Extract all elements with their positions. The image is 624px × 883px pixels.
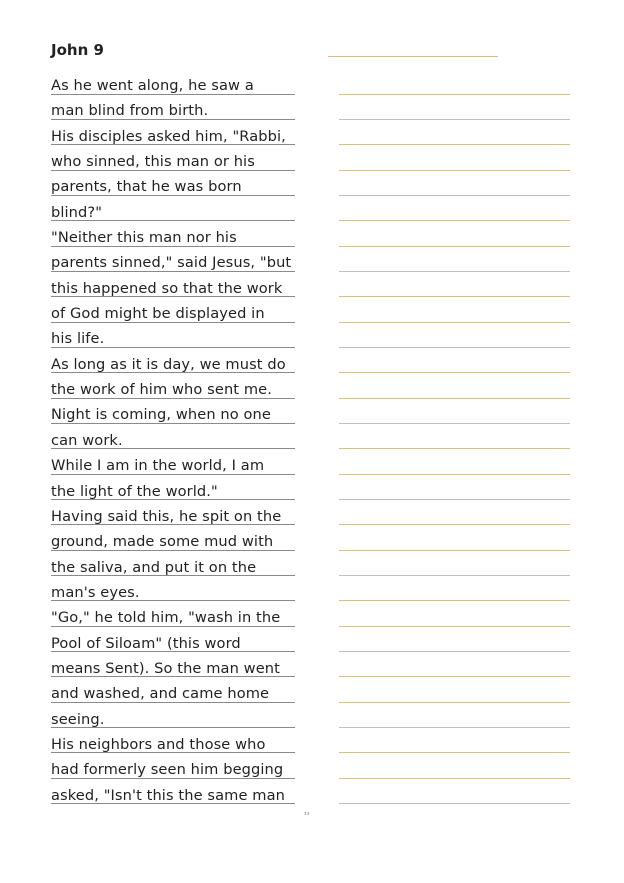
verse-underline xyxy=(51,524,295,525)
verse-line xyxy=(0,784,310,809)
copy-writing-line[interactable] xyxy=(339,150,570,175)
verse-line xyxy=(0,378,310,403)
verse-line xyxy=(0,302,310,327)
verse-text: seeing. xyxy=(51,710,105,728)
verse-underline xyxy=(51,94,295,95)
verse-line xyxy=(0,74,310,99)
copy-writing-line[interactable] xyxy=(339,733,570,758)
verse-text: man's eyes. xyxy=(51,583,140,601)
copy-writing-line[interactable] xyxy=(339,530,570,555)
header-writing-line xyxy=(328,56,498,57)
copy-writing-line[interactable] xyxy=(339,353,570,378)
verse-underline xyxy=(51,398,295,399)
verse-underline xyxy=(51,727,295,728)
verse-line xyxy=(0,581,310,606)
copy-writing-line[interactable] xyxy=(339,708,570,733)
verse-text: the saliva, and put it on the xyxy=(51,558,257,576)
writing-rule xyxy=(339,94,570,95)
verse-underline xyxy=(51,322,295,323)
copy-writing-line[interactable] xyxy=(339,74,570,99)
copy-writing-line[interactable] xyxy=(339,581,570,606)
verse-line xyxy=(0,353,310,378)
verse-underline xyxy=(51,626,295,627)
verse-text: had formerly seen him begging xyxy=(51,761,284,779)
verse-underline xyxy=(51,600,295,601)
verse-text: can work. xyxy=(51,431,123,449)
writing-rule xyxy=(339,398,570,399)
writing-rule xyxy=(339,423,570,424)
verse-underline xyxy=(51,550,295,551)
copy-writing-line[interactable] xyxy=(339,226,570,251)
verse-underline xyxy=(51,119,295,120)
verse-underline xyxy=(51,448,295,449)
verse-line xyxy=(0,657,310,682)
verse-text: and washed, and came home xyxy=(51,685,270,703)
verse-underline xyxy=(51,676,295,677)
verse-text: "Neither this man nor his xyxy=(51,229,237,247)
writing-rule xyxy=(339,499,570,500)
writing-rule xyxy=(339,752,570,753)
verse-text: who sinned, this man or his xyxy=(51,153,255,171)
verse-text: As he went along, he saw a xyxy=(51,77,254,94)
copy-writing-line[interactable] xyxy=(339,277,570,302)
writing-rule xyxy=(339,347,570,348)
writing-rule xyxy=(339,144,570,145)
writing-column xyxy=(339,74,570,809)
verse-line xyxy=(0,606,310,631)
verse-line xyxy=(0,505,310,530)
copy-writing-line[interactable] xyxy=(339,784,570,809)
verse-line xyxy=(0,175,310,200)
verse-text: the work of him who sent me. xyxy=(51,381,272,399)
verse-text: blind?" xyxy=(51,203,103,221)
verse-text: ground, made some mud with xyxy=(51,533,274,551)
verse-text: the light of the world." xyxy=(51,482,218,500)
verse-line xyxy=(0,99,310,124)
verse-line xyxy=(0,226,310,251)
verse-underline xyxy=(51,347,295,348)
writing-rule xyxy=(339,626,570,627)
verse-underline xyxy=(51,575,295,576)
verse-line xyxy=(0,530,310,555)
verse-line xyxy=(0,201,310,226)
verse-underline xyxy=(51,144,295,145)
writing-rule xyxy=(339,296,570,297)
writing-rule xyxy=(339,372,570,373)
verse-underline xyxy=(51,372,295,373)
writing-rule xyxy=(339,474,570,475)
verse-line xyxy=(0,454,310,479)
verse-text: his life. xyxy=(51,330,105,348)
writing-rule xyxy=(339,575,570,576)
verse-text: of God might be displayed in xyxy=(51,305,265,323)
copy-writing-line[interactable] xyxy=(339,251,570,276)
verse-line xyxy=(0,277,310,302)
verse-underline xyxy=(51,423,295,424)
page-title: John 9 xyxy=(51,41,104,59)
verse-text: means Sent). So the man went xyxy=(51,659,280,677)
verse-line xyxy=(0,682,310,707)
verse-line xyxy=(0,150,310,175)
verse-text: Night is coming, when no one xyxy=(51,406,271,424)
writing-rule xyxy=(339,803,570,804)
verse-text: man blind from birth. xyxy=(51,102,209,120)
verse-underline xyxy=(51,702,295,703)
verse-underline xyxy=(51,752,295,753)
writing-rule xyxy=(339,676,570,677)
copy-writing-line[interactable] xyxy=(339,99,570,124)
copy-writing-line[interactable] xyxy=(339,657,570,682)
verse-line xyxy=(0,429,310,454)
copy-writing-line[interactable] xyxy=(339,505,570,530)
verse-line xyxy=(0,758,310,783)
copy-writing-line[interactable] xyxy=(339,378,570,403)
verse-text: this happened so that the work xyxy=(51,279,283,297)
writing-rule xyxy=(339,524,570,525)
copy-writing-line[interactable] xyxy=(339,606,570,631)
copy-writing-line[interactable] xyxy=(339,302,570,327)
writing-rule xyxy=(339,119,570,120)
copy-writing-line[interactable] xyxy=(339,632,570,657)
copy-writing-line[interactable] xyxy=(339,556,570,581)
page-number-mark: ¹¹ xyxy=(304,811,310,819)
verse-underline xyxy=(51,778,295,779)
verse-line xyxy=(0,708,310,733)
verse-line xyxy=(0,480,310,505)
writing-rule xyxy=(339,448,570,449)
copy-writing-line[interactable] xyxy=(339,201,570,226)
copy-writing-line[interactable] xyxy=(339,327,570,352)
writing-rule xyxy=(339,195,570,196)
verse-line xyxy=(0,556,310,581)
verse-line xyxy=(0,251,310,276)
verse-underline xyxy=(51,499,295,500)
verse-line xyxy=(0,632,310,657)
verse-underline xyxy=(51,195,295,196)
verse-underline xyxy=(51,296,295,297)
verse-underline xyxy=(51,651,295,652)
verse-underline xyxy=(51,271,295,272)
verse-underline xyxy=(51,474,295,475)
writing-rule xyxy=(339,778,570,779)
verse-underline xyxy=(51,246,295,247)
verse-text: parents sinned," said Jesus, "but xyxy=(51,254,292,272)
verse-line xyxy=(0,403,310,428)
copy-writing-line[interactable] xyxy=(339,175,570,200)
copy-writing-line[interactable] xyxy=(339,480,570,505)
verse-text: asked, "Isn't this the same man xyxy=(51,786,285,804)
writing-rule xyxy=(339,600,570,601)
writing-rule xyxy=(339,170,570,171)
copy-writing-line[interactable] xyxy=(339,454,570,479)
copy-writing-line[interactable] xyxy=(339,125,570,150)
writing-rule xyxy=(339,322,570,323)
verse-text: Pool of Siloam" (this word xyxy=(51,634,241,652)
copy-writing-line[interactable] xyxy=(339,403,570,428)
verse-text: His neighbors and those who xyxy=(51,735,266,753)
copy-writing-line[interactable] xyxy=(339,682,570,707)
writing-rule xyxy=(339,651,570,652)
copy-writing-line[interactable] xyxy=(339,758,570,783)
verse-text: While I am in the world, I am xyxy=(51,457,265,475)
writing-rule xyxy=(339,271,570,272)
verse-underline xyxy=(51,170,295,171)
verse-text: Having said this, he spit on the xyxy=(51,507,282,525)
verse-text: His disciples asked him, "Rabbi, xyxy=(51,127,286,145)
verse-underline xyxy=(51,803,295,804)
verse-text: parents, that he was born xyxy=(51,178,242,196)
verse-line xyxy=(0,327,310,352)
writing-rule xyxy=(339,220,570,221)
writing-rule xyxy=(339,702,570,703)
copy-writing-line[interactable] xyxy=(339,429,570,454)
writing-rule xyxy=(339,246,570,247)
verse-line xyxy=(0,125,310,150)
verse-text: "Go," he told him, "wash in the xyxy=(51,609,281,627)
verse-line xyxy=(0,733,310,758)
writing-rule xyxy=(339,550,570,551)
verse-underline xyxy=(51,220,295,221)
writing-rule xyxy=(339,727,570,728)
verse-text: As long as it is day, we must do xyxy=(51,355,286,373)
verse-column xyxy=(0,74,310,809)
